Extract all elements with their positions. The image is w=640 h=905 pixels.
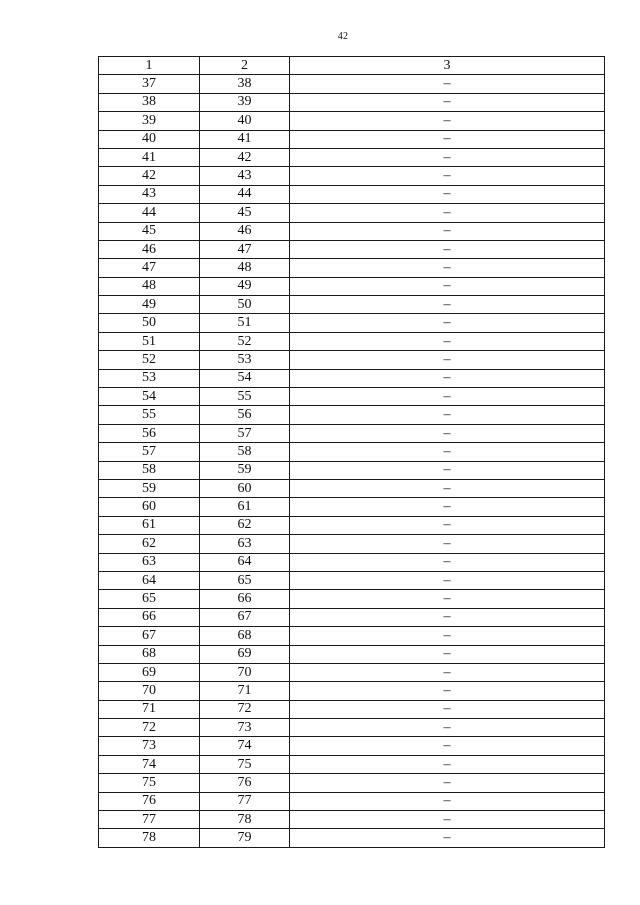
table-cell: 47	[200, 240, 290, 258]
table-row	[99, 222, 605, 240]
table-header-row	[99, 57, 605, 75]
table-cell: 61	[99, 516, 200, 534]
table-cell: 42	[99, 167, 200, 185]
table-row	[99, 608, 605, 626]
table-cell: –	[290, 553, 605, 571]
table-row	[99, 351, 605, 369]
table-cell: 77	[200, 792, 290, 810]
table-cell: –	[290, 755, 605, 773]
table-cell: –	[290, 443, 605, 461]
table-cell: 71	[200, 682, 290, 700]
table-cell: 56	[200, 406, 290, 424]
table-cell: 59	[200, 461, 290, 479]
table-cell: –	[290, 535, 605, 553]
table-cell: –	[290, 792, 605, 810]
table-cell: 60	[99, 498, 200, 516]
table-cell: 65	[99, 590, 200, 608]
table-cell: 52	[99, 351, 200, 369]
table-row	[99, 755, 605, 773]
table-cell: –	[290, 608, 605, 626]
table-cell: 38	[99, 93, 200, 111]
table-cell: 67	[99, 627, 200, 645]
table-cell: 43	[200, 167, 290, 185]
table-cell: –	[290, 167, 605, 185]
table-cell: –	[290, 424, 605, 442]
table-cell: 78	[200, 811, 290, 829]
table-cell: –	[290, 571, 605, 589]
table-row	[99, 406, 605, 424]
table-cell: 46	[200, 222, 290, 240]
table-cell: 68	[99, 645, 200, 663]
table-cell: 48	[200, 259, 290, 277]
table-cell: 74	[200, 737, 290, 755]
table-cell: 72	[200, 700, 290, 718]
table-cell: 45	[99, 222, 200, 240]
table-cell: 77	[99, 811, 200, 829]
table-cell: –	[290, 663, 605, 681]
table-cell: 76	[99, 792, 200, 810]
table-row	[99, 369, 605, 387]
table-cell: 73	[99, 737, 200, 755]
table-cell: 51	[99, 332, 200, 350]
table-cell: 60	[200, 479, 290, 497]
table-row	[99, 479, 605, 497]
table-cell: 74	[99, 755, 200, 773]
table-cell: 70	[200, 663, 290, 681]
table-cell: –	[290, 204, 605, 222]
table-row	[99, 424, 605, 442]
table-cell: 41	[99, 148, 200, 166]
table-row	[99, 296, 605, 314]
table-row	[99, 792, 605, 810]
table-cell: 75	[99, 774, 200, 792]
table-row	[99, 627, 605, 645]
table-cell: 68	[200, 627, 290, 645]
table-cell: –	[290, 112, 605, 130]
table-cell: 73	[200, 719, 290, 737]
table-cell: 51	[200, 314, 290, 332]
table-row	[99, 130, 605, 148]
table-row	[99, 443, 605, 461]
table-row	[99, 682, 605, 700]
column-header: 1	[99, 57, 200, 75]
table-row	[99, 277, 605, 295]
page-number: 42	[337, 31, 349, 42]
table-cell: –	[290, 332, 605, 350]
table-cell: 39	[99, 112, 200, 130]
table-cell: 69	[99, 663, 200, 681]
table-cell: 39	[200, 93, 290, 111]
table-row	[99, 204, 605, 222]
table-cell: 63	[200, 535, 290, 553]
table-cell: –	[290, 148, 605, 166]
table-cell: –	[290, 185, 605, 203]
table-row	[99, 719, 605, 737]
table-cell: 63	[99, 553, 200, 571]
table-row	[99, 553, 605, 571]
table-cell: 44	[99, 204, 200, 222]
column-header: 2	[200, 57, 290, 75]
table-row	[99, 332, 605, 350]
table-row	[99, 737, 605, 755]
table-cell: 65	[200, 571, 290, 589]
table-cell: –	[290, 259, 605, 277]
table-cell: 46	[99, 240, 200, 258]
table-cell: 67	[200, 608, 290, 626]
table-row	[99, 148, 605, 166]
table-cell: –	[290, 406, 605, 424]
table-row	[99, 700, 605, 718]
table-cell: –	[290, 369, 605, 387]
table-row	[99, 774, 605, 792]
table-cell: 58	[99, 461, 200, 479]
table-cell: 50	[200, 296, 290, 314]
table-cell: 55	[200, 388, 290, 406]
table-row	[99, 461, 605, 479]
table-cell: 52	[200, 332, 290, 350]
table-cell: 41	[200, 130, 290, 148]
table-cell: 66	[200, 590, 290, 608]
table-cell: 45	[200, 204, 290, 222]
table-cell: 54	[200, 369, 290, 387]
table-row	[99, 535, 605, 553]
table-cell: –	[290, 277, 605, 295]
table-row	[99, 259, 605, 277]
table-cell: –	[290, 93, 605, 111]
table-row	[99, 498, 605, 516]
table-cell: 64	[200, 553, 290, 571]
table-cell: 57	[99, 443, 200, 461]
table-cell: 48	[99, 277, 200, 295]
table-cell: 47	[99, 259, 200, 277]
table-cell: 78	[99, 829, 200, 847]
table-row	[99, 112, 605, 130]
table-row	[99, 571, 605, 589]
table-row	[99, 185, 605, 203]
table-cell: 72	[99, 719, 200, 737]
table-cell: –	[290, 75, 605, 93]
table-cell: –	[290, 829, 605, 847]
table-cell: 69	[200, 645, 290, 663]
table-cell: 62	[99, 535, 200, 553]
table-cell: –	[290, 516, 605, 534]
table-row	[99, 516, 605, 534]
table-cell: 49	[99, 296, 200, 314]
table-cell: 40	[200, 112, 290, 130]
table-cell: 75	[200, 755, 290, 773]
table-cell: –	[290, 737, 605, 755]
table-cell: 64	[99, 571, 200, 589]
table-cell: 57	[200, 424, 290, 442]
table-cell: 44	[200, 185, 290, 203]
table-cell: –	[290, 682, 605, 700]
table-cell: 38	[200, 75, 290, 93]
column-header: 3	[290, 57, 605, 75]
table-row	[99, 829, 605, 847]
table-cell: –	[290, 296, 605, 314]
table-body	[99, 57, 605, 848]
table-cell: 53	[200, 351, 290, 369]
table-cell: –	[290, 461, 605, 479]
table-cell: 37	[99, 75, 200, 93]
table-cell: 62	[200, 516, 290, 534]
table-row	[99, 167, 605, 185]
table-cell: 58	[200, 443, 290, 461]
table-cell: –	[290, 719, 605, 737]
table-row	[99, 93, 605, 111]
table-cell: 43	[99, 185, 200, 203]
table-row	[99, 645, 605, 663]
table-cell: 76	[200, 774, 290, 792]
table-cell: –	[290, 222, 605, 240]
table-row	[99, 314, 605, 332]
table-cell: 71	[99, 700, 200, 718]
data-table	[98, 56, 605, 848]
table-cell: –	[290, 240, 605, 258]
table-cell: 61	[200, 498, 290, 516]
table-row	[99, 663, 605, 681]
table-cell: 40	[99, 130, 200, 148]
table-cell: –	[290, 811, 605, 829]
table-cell: –	[290, 388, 605, 406]
table-row	[99, 811, 605, 829]
table-cell: 50	[99, 314, 200, 332]
table-cell: –	[290, 590, 605, 608]
table-row	[99, 75, 605, 93]
table-cell: –	[290, 627, 605, 645]
table-cell: 55	[99, 406, 200, 424]
table-cell: 42	[200, 148, 290, 166]
table-cell: 53	[99, 369, 200, 387]
table-row	[99, 240, 605, 258]
table-cell: –	[290, 351, 605, 369]
table-cell: 66	[99, 608, 200, 626]
table-row	[99, 388, 605, 406]
table-cell: 54	[99, 388, 200, 406]
table-cell: –	[290, 498, 605, 516]
table-cell: –	[290, 774, 605, 792]
table-cell: 49	[200, 277, 290, 295]
table-cell: 56	[99, 424, 200, 442]
table-cell: –	[290, 645, 605, 663]
table-cell: 70	[99, 682, 200, 700]
table-cell: –	[290, 314, 605, 332]
table-cell: 79	[200, 829, 290, 847]
table-cell: –	[290, 700, 605, 718]
table-cell: –	[290, 479, 605, 497]
table-cell: –	[290, 130, 605, 148]
table-row	[99, 590, 605, 608]
table-cell: 59	[99, 479, 200, 497]
